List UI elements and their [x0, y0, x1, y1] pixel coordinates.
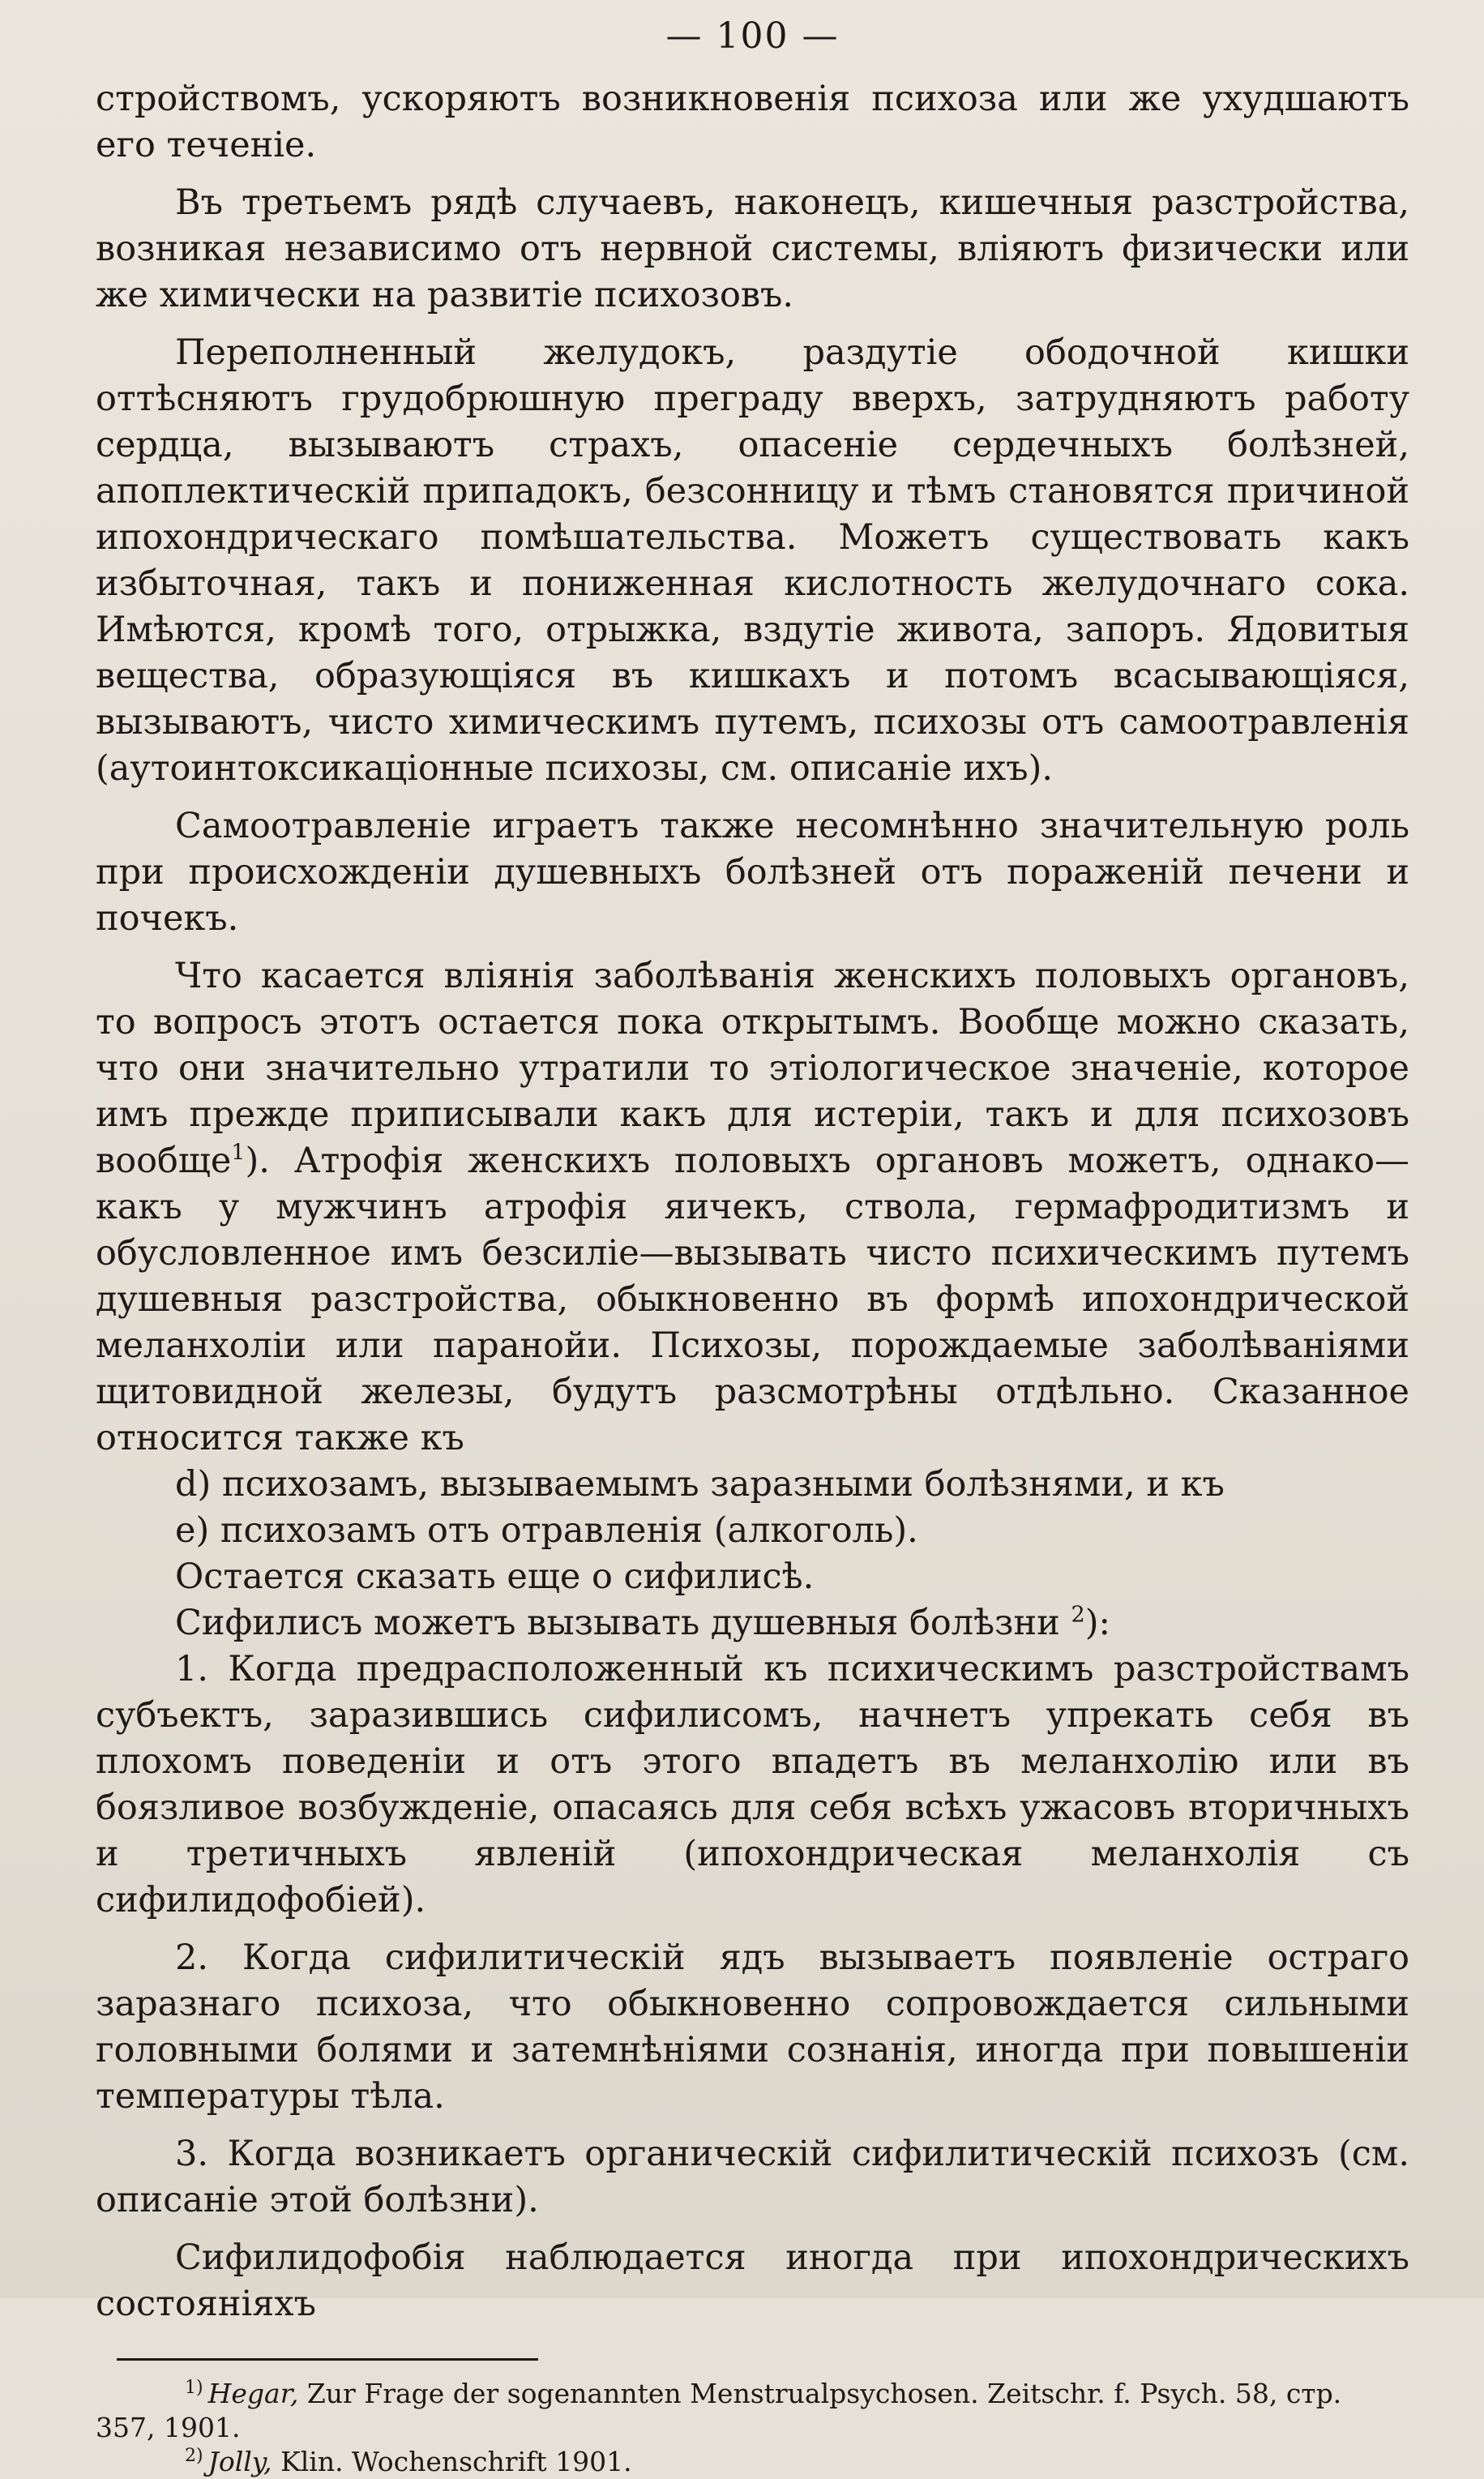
paragraph-genital-text-a: Что касается вліянія заболѣванія женскихъ половыхъ органовъ, то вопросъ этотъ остается пока открытымъ. Вообще можно сказать, что они значительно утратили то этіологическое значеніе, которое имъ прежде приписывали какъ для истеріи, такъ и для психозовъ вообще — [96, 956, 1409, 1181]
syphilis-lead-suffix: ): — [1084, 1603, 1110, 1643]
footnote-reference-1[interactable]: 1 — [231, 1140, 246, 1166]
paragraph-autointoxication: Самоотравленіе играетъ также несомнѣнно значительную роль при происхожденіи душевныхъ болѣзней отъ пораженій печени и почекъ. — [96, 806, 1409, 939]
paragraph-genital-text-b: ). Атрофія женскихъ половыхъ органовъ можетъ, однако—какъ у мужчинъ атрофія яичекъ, ствола, гермафродитизмъ и обусловленное имъ безсиліе—вызывать чисто психическимъ путемъ душевныя разстройства, обыкновенно въ формѣ ипохондрической меланхоліи или паранойи. Психозы, порождаемые заболѣваніями щитовидной железы, будутъ разсмотрѣны отдѣльно. Сказанное относится также къ — [96, 1141, 1409, 1458]
list-item-d: d) психозамъ, вызываемымъ заразными болѣзнями, и къ — [175, 1464, 1225, 1505]
syphilis-item-3: 3. Когда возникаетъ органическій сифилитическій психозъ (см. описаніе этой болѣзни). — [96, 2134, 1409, 2220]
list-item-e: e) психозамъ отъ отравленія (алкоголь). — [175, 1510, 918, 1551]
paragraph-syphilis-intro: Остается сказать еще о сифилисѣ. — [175, 1556, 815, 1597]
footnote-1-author: Hegar, — [207, 2378, 299, 2409]
syphilis-lead-text: Сифилисъ можетъ вызывать душевныя болѣзни — [175, 1603, 1060, 1643]
footnote-divider — [117, 2358, 538, 2361]
syphilis-item-1: 1. Когда предрасположенный къ психическимъ разстройствамъ субъектъ, заразившись сифилисомъ, начнетъ упрекать себя въ плохомъ поведеніи и отъ этого впадетъ въ меланхолію или въ боязливое возбужденіе, опасаясь для себя всѣхъ ужасовъ вторичныхъ и третичныхъ явленій (ипохондрическая меланхолія съ сифилидофобіей). — [96, 1649, 1409, 1920]
body-text — [96, 76, 1409, 2327]
paragraph-stomach: Переполненный желудокъ, раздутіе ободочной кишки оттѣсняютъ грудобрюшную преграду вверхъ, затрудняютъ работу сердца, вызываютъ страхъ, опасеніе сердечныхъ болѣзней, апоплектическій припадокъ, безсонницу и тѣмъ становятся причиной ипохондрическаго помѣшательства. Можетъ существовать какъ избыточная, такъ и пониженная кислотность желудочнаго сока. Имѣются, кромѣ того, отрыжка, вздутіе живота, запоръ. Ядовитыя вещества, образующіяся въ кишкахъ и потомъ всасывающіяся, вызываютъ, чисто химическимъ путемъ, психозы отъ самоотравленія (аутоинтоксикаціонные психозы, см. описаніе ихъ). — [96, 332, 1409, 789]
footnote-2-text: Klin. Wochenschrift 1901. — [280, 2446, 632, 2477]
footnote-1-mark: 1) — [185, 2378, 203, 2398]
paragraph-intestinal: Въ третьемъ рядѣ случаевъ, наконецъ, кишечныя разстройства, возникая независимо отъ нервной системы, вліяютъ физически или же химически на развитіе психозовъ. — [96, 182, 1409, 315]
footnote-2-mark: 2) — [185, 2446, 203, 2466]
paragraph-continuation: стройствомъ, ускоряютъ возникновенія психоза или же ухудшаютъ его теченіе. — [96, 79, 1409, 165]
footnote-1 — [96, 2377, 1409, 2445]
footnote-reference-2[interactable]: 2 — [1071, 1602, 1085, 1628]
page-number: — 100 — — [665, 15, 840, 57]
footnotes — [96, 2377, 1409, 2479]
footnote-2 — [96, 2445, 1409, 2479]
paragraph-syphilidophobia: Сифилидофобія наблюдается иногда при ипохондрическихъ состояніяхъ — [96, 2237, 1409, 2324]
syphilis-item-2: 2. Когда сифилитическій ядъ вызываетъ появленіе остраго заразнаго психоза, что обыкновенно сопровождается сильными головными болями и затемнѣніями сознанія, иногда при повышеніи температуры тѣла. — [96, 1937, 1409, 2117]
footnote-2-author: Jolly, — [207, 2446, 272, 2477]
paragraph-genital-organs — [96, 953, 1409, 1462]
paragraph-syphilis-lead — [96, 1600, 1409, 1646]
footnote-1-text: Zur Frage der sogenannten Menstrualpsychosen. Zeitschr. f. Psych. 58, стр. 357, 1901. — [96, 2378, 1342, 2443]
